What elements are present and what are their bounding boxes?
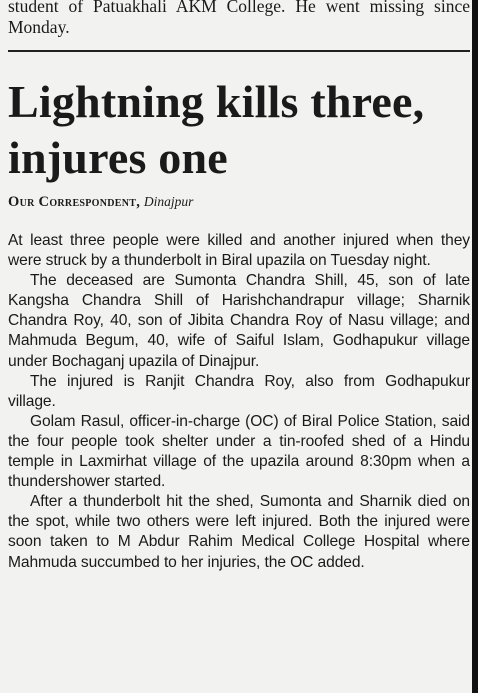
byline-correspondent: Our Correspondent, bbox=[8, 194, 141, 210]
byline bbox=[8, 193, 470, 211]
newspaper-page bbox=[8, 0, 470, 693]
article-paragraph: Golam Rasul, officer-in-charge (OC) of Biral Police Station, said the four people took shelter under a tin-roofed shed of a Hindu temple in Laxmirhat village of the upazila around 8:30pm when a thundershower started. bbox=[8, 412, 470, 491]
previous-article-tail: student of Patuakhali AKM College. He went missing since Monday. bbox=[8, 0, 470, 37]
section-divider bbox=[8, 50, 470, 52]
article-paragraph: The injured is Ranjit Chandra Roy, also from Godhapukur village. bbox=[8, 372, 470, 410]
article-body bbox=[8, 231, 470, 573]
article-headline: Lightning kills three, injures one bbox=[8, 76, 425, 183]
article-paragraph: At least three people were killed and another injured when they were struck by a thunderbolt in Biral upazila on Tuesday night. bbox=[8, 232, 470, 270]
byline-location: Dinajpur bbox=[143, 194, 194, 209]
article-paragraph: The deceased are Sumonta Chandra Shill, 45, son of late Kangsha Chandra Shill of Harishchandrapur village; Sharnik Chandra Roy, 40, son of Jibita Chandra Roy of Nasu village; and Mahmuda Begum, 40, wife of Saiful Islam, Godhapukur village under Bochaganj upazila of Dinajpur. bbox=[8, 272, 470, 370]
article-paragraph: After a thunderbolt hit the shed, Sumonta and Sharnik died on the spot, while two others were left injured. Both the injured were soon taken to M Abdur Rahim Medical College Hospital where Mahmuda succumbed to her injuries, the OC added. bbox=[8, 493, 470, 571]
scan-edge bbox=[472, 0, 478, 693]
